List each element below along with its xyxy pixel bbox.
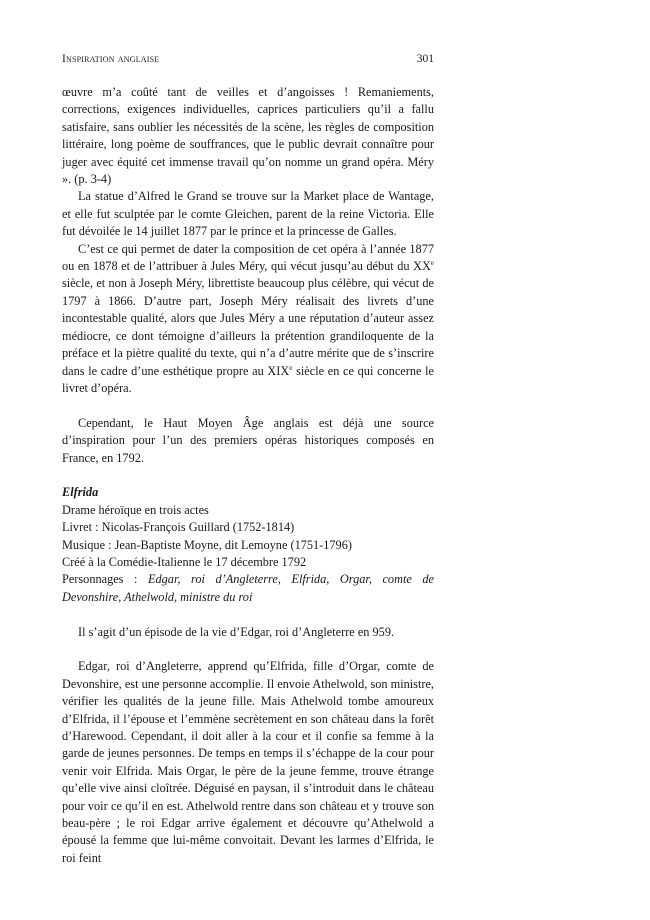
- opera-characters: [62, 571, 434, 606]
- characters-list: Edgar, roi d’Angleterre, Elfrida, Orgar, comte de Devonshire, Athelwold, ministre du roi: [62, 572, 434, 604]
- running-header: [62, 52, 434, 66]
- opera-title: Elfrida: [62, 485, 99, 500]
- opera-livret: Livret : Nicolas-François Guillard (1752-1814): [62, 520, 295, 535]
- paragraph-alfred-statue: La statue d’Alfred le Grand se trouve sur la Market place de Wantage, et elle fut sculptée par le comte Gleichen, parent de la reine Victoria. Elle fut dévoilée le 14 juillet 1877 par le prince et la princesse de Galles.: [62, 189, 434, 239]
- paragraph-haut-moyen-age: Cependant, le Haut Moyen Âge anglais est déjà une source d’inspiration pour l’un des premiers opéras historiques composés en France, en 1792.: [62, 415, 434, 465]
- opera-premiere: Créé à la Comédie-Italienne le 17 décembre 1792: [62, 554, 307, 569]
- page-number: 301: [416, 53, 434, 65]
- paragraph-quote-end: œuvre m’a coûté tant de veilles et d’angoisses ! Remaniements, corrections, exigences individuelles, caprices particuliers qu’il a fallu satisfaire, sans oublier les nécessités de la scène, les règles de composition littéraire, long poème de souffrances, que le public devrait connaître pour juger avec équité cet immense travail qu’on nomme un grand opéra. Méry ». (p. 3-4): [62, 85, 434, 187]
- paragraph-episode: Il s’agit d’un épisode de la vie d’Edgar, roi d’Angleterre en 959.: [78, 624, 395, 639]
- dating-text-b: siècle, et non à Joseph Méry, librettiste beaucoup plus célèbre, qui vécut de 1797 à 1866. D’autre part, Joseph Méry réalisait des livrets d’une incontestable qualité, alors que Jules Méry a une réputation d’auteur assez médiocre, ce dont témoigne d’ailleurs la prétention grandiloquente de la préface et la piètre qualité du texte, qui n’a d’autre mérite que de s’inscrire dans le cadre d’une esthétique propre au XIX: [62, 276, 434, 378]
- opera-entry: [62, 484, 434, 606]
- paragraph-synopsis: Edgar, roi d’Angleterre, apprend qu’Elfrida, fille d’Orgar, comte de Devonshire, est une personne accomplie. Il envoie Athelwold, son ministre, vérifier les qualités de la jeune fille. Mais Athelwold tombe amoureux d’Elfrida, il l’épouse et l’emmène secrètement en son château dans la forêt d’Harewood. Cependant, il doit aller à la cour et il confie sa femme à la garde de jeunes personnes. De temps en temps il s’échappe de la cour pour venir voir Elfrida. Mais Orgar, le père de la jeune femme, trouve étrange qu’elle vive ainsi cloîtrée. Déguisé en paysan, il s’introduit dans le château pour voir ce qu’il en est. Athelwold rentre dans son château et y trouve son beau-père ; le roi Edgar arrive également et découvre qu’Athelwold a épousé la femme que lui-même convoitait. Devant les larmes d’Elfrida, le roi feint: [62, 659, 434, 865]
- dating-text-c: siècle en ce qui concerne le livret d’opéra.: [62, 363, 435, 395]
- dating-text-a: C’est ce qui permet de dater la composition de cet opéra à l’année 1877 ou en 1878 et de l’attribuer à Jules Méry, qui vécut jusqu’au début du XX: [62, 241, 434, 274]
- running-title: Inspiration anglaise: [62, 53, 160, 65]
- superscript-e-2: e: [289, 363, 293, 372]
- characters-label: Personnages :: [62, 572, 148, 587]
- opera-musique: Musique : Jean-Baptiste Moyne, dit Lemoyne (1751-1796): [62, 537, 352, 552]
- superscript-e-1: e: [430, 259, 434, 268]
- paragraph-dating: [62, 241, 434, 398]
- opera-genre: Drame héroïque en trois actes: [62, 502, 209, 517]
- page-body: [62, 84, 434, 867]
